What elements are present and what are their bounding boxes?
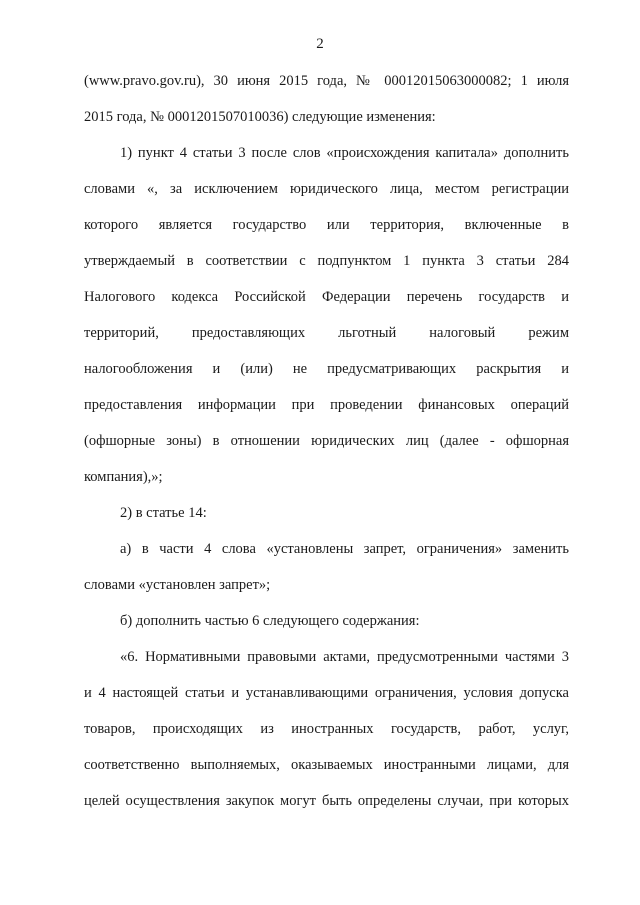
text-line: целей осуществления закупок могут быть определены случаи, при которых xyxy=(84,793,569,809)
text-line: а) в части 4 слова «установлены запрет, ограничения» заменить xyxy=(120,541,569,557)
text-line: «6. Нормативными правовыми актами, предусмотренными частями 3 xyxy=(120,649,569,665)
text-line: словами «установлен запрет»; xyxy=(84,577,271,593)
text-line: 2) в статье 14: xyxy=(120,505,207,521)
text-line: б) дополнить частью 6 следующего содержания: xyxy=(120,613,420,629)
text-line: 1) пункт 4 статьи 3 после слов «происхождения капитала» дополнить xyxy=(120,145,569,161)
text-line: утверждаемый в соответствии с подпунктом 1 пункта 3 статьи 284 xyxy=(84,253,569,269)
text-line: 2015 года, № 0001201507010036) следующие изменения: xyxy=(84,109,436,125)
text-line: товаров, происходящих из иностранных государств, работ, услуг, xyxy=(84,721,569,737)
text-line: Налогового кодекса Российской Федерации перечень государств и xyxy=(84,289,569,305)
text-line: (офшорные зоны) в отношении юридических лиц (далее - офшорная xyxy=(84,433,569,449)
text-line: компания),»; xyxy=(84,469,163,485)
text-line: предоставления информации при проведении финансовых операций xyxy=(84,397,569,413)
text-line: налогообложения и (или) не предусматривающих раскрытия и xyxy=(84,361,569,377)
page-number: 2 xyxy=(316,36,324,52)
text-line: словами «, за исключением юридического лица, местом регистрации xyxy=(84,181,569,197)
text-line: (www.pravo.gov.ru), 30 июня 2015 года, № 00012015063000082; 1 июля xyxy=(84,73,569,89)
text-line: соответственно выполняемых, оказываемых иностранными лицами, для xyxy=(84,757,569,773)
text-line: территорий, предоставляющих льготный налоговый режим xyxy=(84,325,569,341)
text-line: и 4 настоящей статьи и устанавливающими ограничения, условия допуска xyxy=(84,685,569,701)
text-line: которого является государство или территория, включенные в xyxy=(84,217,569,233)
